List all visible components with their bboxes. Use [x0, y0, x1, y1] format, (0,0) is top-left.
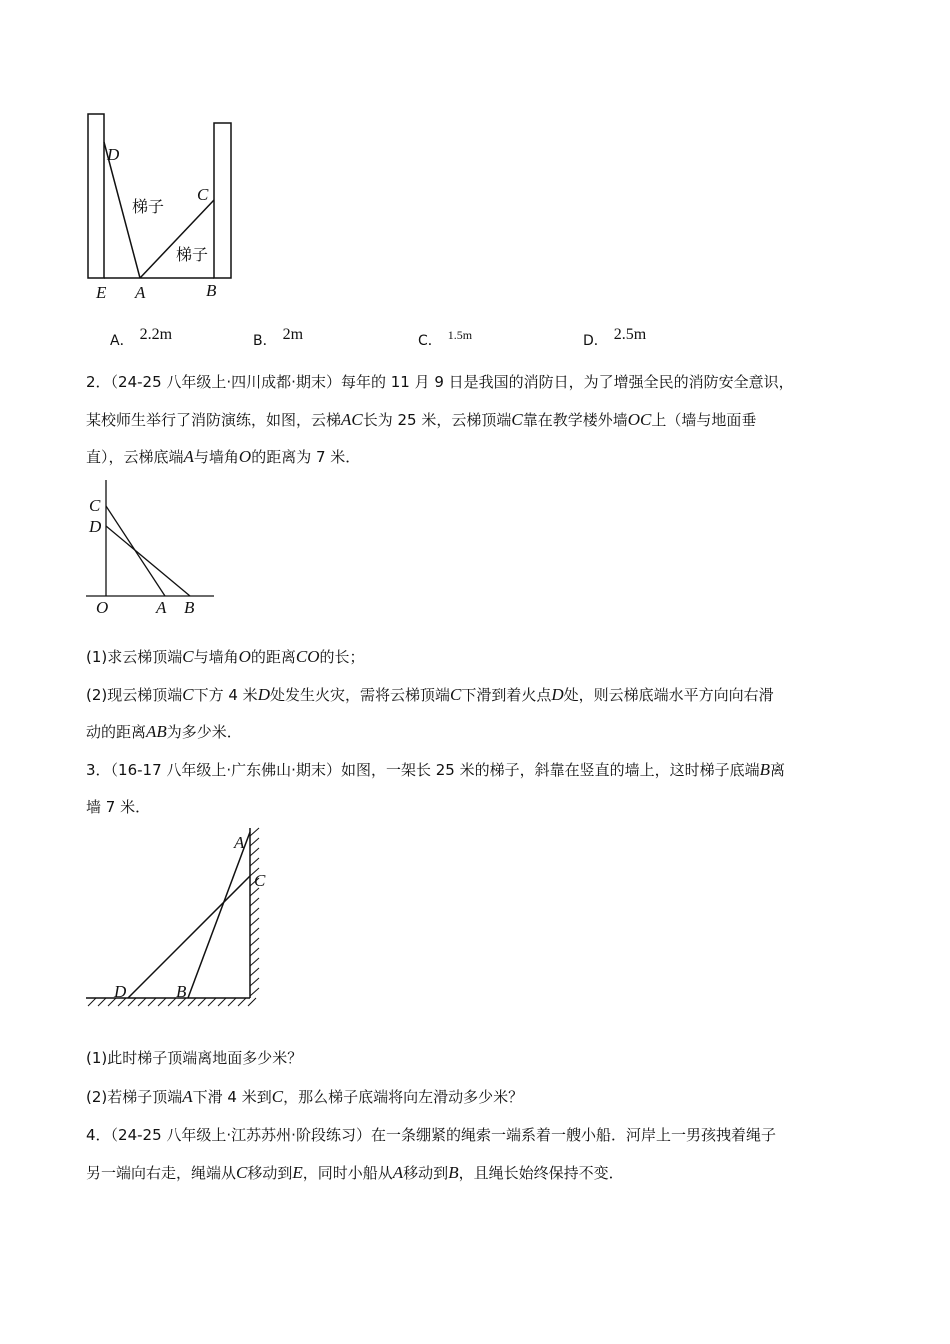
q3-var-b: B	[759, 760, 770, 779]
q2-line-2	[86, 410, 756, 430]
q2-part2-var-d: D	[257, 685, 270, 704]
q3-line-2	[86, 797, 150, 817]
option-d-letter: D．	[583, 333, 608, 349]
label-b: B	[206, 281, 217, 300]
option-c-letter: C．	[418, 333, 442, 349]
label-a: A	[156, 598, 167, 617]
q2-var-c: C	[511, 410, 523, 429]
q2-text-2b: 长为 25 米，云梯顶端	[362, 411, 512, 429]
q2-var-o: O	[238, 447, 252, 466]
q4-line-2	[86, 1163, 624, 1183]
label-b: B	[176, 982, 187, 1001]
q2-part1-var-co: CO	[295, 647, 320, 666]
q2-part2-var-d2: D	[551, 685, 564, 704]
q4-text-2e: ，且绳长始终保持不变．	[458, 1164, 624, 1182]
q2-line-1	[86, 372, 794, 392]
option-a[interactable]	[110, 326, 173, 350]
q2-part1-text-a: (1)求云梯顶端	[86, 648, 183, 666]
q2-text-2c: 靠在教学楼外墙	[522, 411, 628, 429]
q3-part2-text-a: (2)若梯子顶端	[86, 1088, 183, 1106]
q2-part1-var-o: O	[238, 647, 251, 666]
q2-part1-text-b: 与墙角	[193, 648, 239, 666]
right-wall	[214, 123, 231, 278]
label-c: C	[89, 496, 101, 515]
q2-text-3c: 的距离为 7 米．	[251, 448, 361, 466]
ladder-db	[106, 526, 190, 596]
q2-text-2a: 某校师生举行了消防演练，如图，云梯	[86, 411, 342, 429]
q4-var-c: C	[236, 1163, 248, 1182]
q4-number: 4．	[86, 1126, 111, 1144]
q2-var-oc: OC	[627, 410, 652, 429]
q2-part2-text-e: 处，则云梯底端水平方向向右滑	[563, 686, 774, 704]
q4-var-e: E	[292, 1163, 303, 1182]
label-a: A	[234, 833, 245, 852]
figure-3-sliding-ladder	[84, 826, 274, 1012]
q2-part1-var-c: C	[182, 647, 194, 666]
q2-number: 2．	[86, 373, 111, 391]
option-d[interactable]	[583, 326, 647, 350]
q2-part2-text-g: 为多少米．	[166, 723, 242, 741]
option-a-value: 2.2m	[139, 326, 173, 343]
label-b: B	[184, 598, 195, 617]
label-e: E	[96, 283, 107, 302]
q2-part-1	[86, 647, 365, 667]
ladder-label-right: 梯子	[176, 245, 209, 264]
q3-number: 3．	[86, 761, 111, 779]
q2-part2-var-c: C	[182, 685, 194, 704]
q2-text-2d: 上（墙与地面垂	[651, 411, 757, 429]
option-b-value: 2m	[282, 326, 304, 343]
q2-text-1: 每年的 11 月 9 日是我国的消防日，为了增强全民的消防安全意识，	[340, 373, 794, 391]
q4-text-1a: 在一条绷紧的绳索一端系着一艘小船．河岸上一男孩拽着绳子	[370, 1126, 776, 1144]
ladder-ab	[188, 832, 250, 998]
left-wall	[88, 114, 104, 278]
q2-part1-text-d: 的长；	[319, 648, 365, 666]
q2-part2-text-c: 处发生火灾，需将云梯顶端	[269, 686, 450, 704]
q4-var-a: A	[392, 1163, 404, 1182]
q2-part2-text-b: 下方 4 米	[193, 686, 258, 704]
q3-part-1	[86, 1048, 302, 1068]
q4-line-1	[86, 1125, 776, 1145]
q2-part2-text-a: (2)现云梯顶端	[86, 686, 183, 704]
wall-hatching	[250, 828, 259, 996]
q2-part1-text-c: 的距离	[250, 648, 296, 666]
q2-part2-var-c2: C	[449, 685, 462, 704]
option-b[interactable]	[253, 326, 304, 350]
q4-text-2c: ，同时小船从	[302, 1164, 393, 1182]
q2-part-2-line-1	[86, 685, 774, 705]
q3-part2-var-c: C	[271, 1087, 284, 1106]
option-c-value: 1.5m	[447, 328, 473, 342]
q4-text-2d: 移动到	[403, 1164, 449, 1182]
q2-source: （24-25 八年级上·四川成都·期末）	[110, 373, 341, 391]
q3-part2-var-a: A	[182, 1087, 193, 1106]
q2-text-3b: 与墙角	[193, 448, 239, 466]
q3-text-1b: 离	[769, 761, 785, 779]
ladder-cd	[128, 876, 250, 998]
q3-part1-text: (1)此时梯子顶端离地面多少米？	[86, 1049, 303, 1067]
label-a: A	[135, 283, 146, 302]
q4-text-2a: 另一端向右走，绳端从	[86, 1164, 237, 1182]
label-c: C	[254, 871, 266, 890]
q2-var-a: A	[183, 447, 194, 466]
q4-text-2b: 移动到	[247, 1164, 293, 1182]
ladder-label-left: 梯子	[132, 197, 165, 216]
q3-text-1a: 如图，一架长 25 米的梯子，斜靠在竖直的墙上，这时梯子底端	[340, 761, 760, 779]
q2-text-3a: 直），云梯底端	[86, 448, 184, 466]
q2-part2-text-d: 下滑到着火点	[461, 686, 552, 704]
figure-2-fire-ladder	[84, 478, 220, 618]
q2-part2-var-ab: AB	[146, 722, 167, 741]
q4-source: （24-25 八年级上·江苏苏州·阶段练习）	[110, 1126, 371, 1144]
q3-part2-text-b: 下滑 4 米到	[192, 1088, 272, 1106]
option-d-value: 2.5m	[613, 326, 647, 343]
option-b-letter: B．	[253, 333, 277, 349]
label-c: C	[197, 185, 209, 204]
q3-source: （16-17 八年级上·广东佛山·期末）	[110, 761, 341, 779]
option-a-letter: A．	[110, 333, 134, 349]
label-o: O	[96, 598, 109, 617]
q3-text-2: 墙 7 米．	[86, 798, 151, 816]
label-d: D	[114, 982, 127, 1001]
q2-line-3	[86, 447, 360, 467]
label-d: D	[89, 517, 102, 536]
q4-var-b: B	[448, 1163, 459, 1182]
figure-1-ladders-between-walls	[80, 108, 240, 304]
q2-part2-text-f: 动的距离	[86, 723, 147, 741]
label-d: D	[107, 145, 120, 164]
option-c[interactable]	[418, 330, 472, 350]
q2-part-2-line-2	[86, 722, 242, 742]
q3-line-1	[86, 760, 785, 780]
q2-var-ac: AC	[341, 410, 363, 429]
q3-part-2	[86, 1087, 523, 1107]
q3-part2-text-c: ，那么梯子底端将向左滑动多少米？	[283, 1088, 524, 1106]
